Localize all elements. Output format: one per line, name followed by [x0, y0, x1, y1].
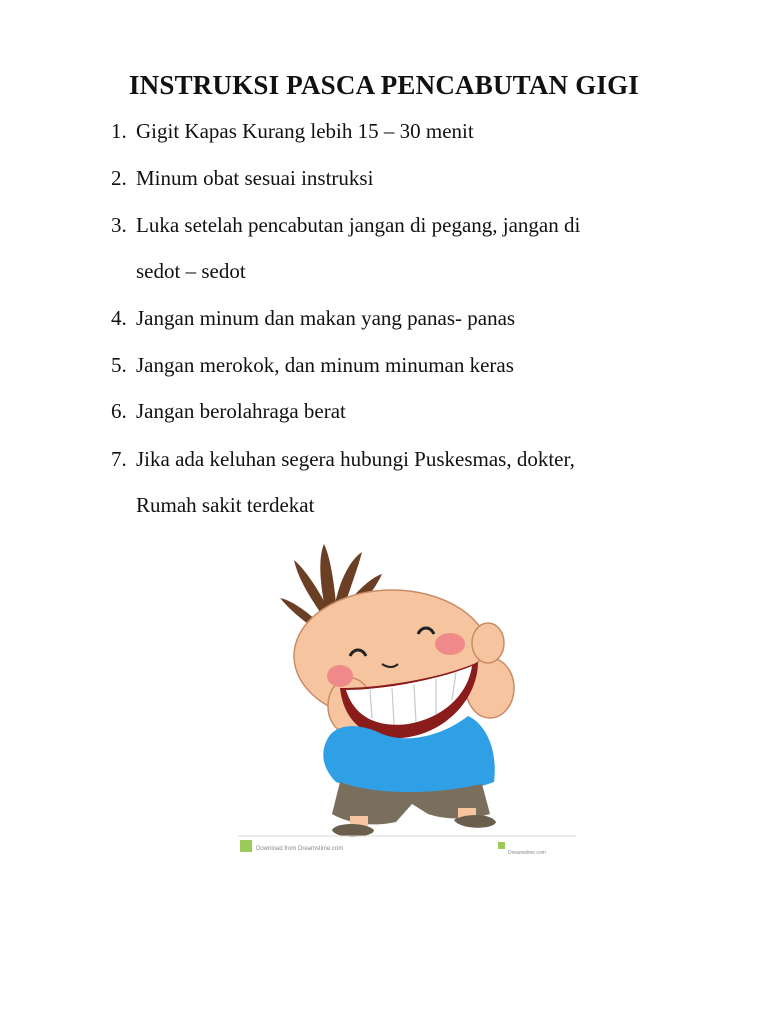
list-item-text: Jangan berolahraga berat: [136, 399, 346, 423]
ear-shape: [472, 623, 504, 663]
list-item-text: Jangan minum dan makan yang panas- panas: [136, 306, 516, 330]
list-item-number: 6.: [111, 399, 127, 423]
list-item-text: Minum obat sesuai instruksi: [136, 166, 374, 190]
watermark-small-logo-icon: [498, 842, 505, 849]
watermark-text-right: Dreamstime.com: [508, 850, 546, 856]
list-item-number: 4.: [111, 306, 127, 330]
list-item-number: 7.: [111, 447, 127, 471]
list-item-number: 5.: [111, 353, 127, 377]
page-title: INSTRUKSI PASCA PENCABUTAN GIGI: [128, 70, 640, 100]
list-item-text: Gigit Kapas Kurang lebih 15 – 30 menit: [136, 119, 474, 143]
list-item-text: Jangan merokok, dan minum minuman keras: [136, 353, 514, 377]
right-cheek-shape: [435, 633, 465, 655]
list-item-text: Rumah sakit terdekat: [136, 493, 315, 517]
list-item-number: 2.: [111, 166, 127, 190]
smiling-boy-showing-teeth-illustration: [232, 538, 582, 860]
list-item-text: Luka setelah pencabutan jangan di pegang, jangan di: [136, 213, 581, 237]
watermark-text-left: Download from Dreamstime.com: [256, 846, 344, 852]
left-cheek-shape: [327, 665, 353, 687]
list-item-text: Jika ada keluhan segera hubungi Puskesmas, dokter,: [136, 447, 575, 471]
list-item-number: 1.: [111, 119, 127, 143]
list-item-number: 3.: [111, 213, 127, 237]
watermark-logo-icon: [240, 840, 252, 852]
list-item-text: sedot – sedot: [136, 259, 246, 283]
